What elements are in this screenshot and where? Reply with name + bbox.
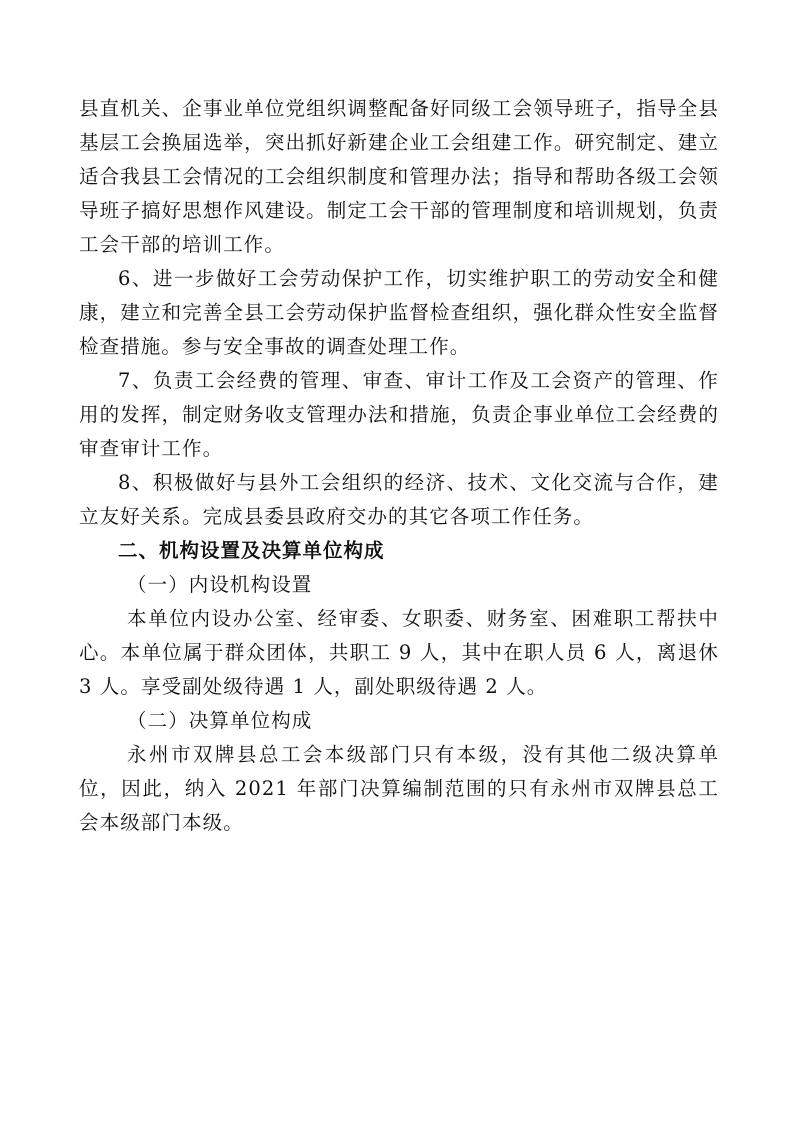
paragraph-item-6: 6、进一步做好工会劳动保护工作，切实维护职工的劳动安全和健康，建立和完善全县工会劳动保护监督检查组织，强化群众性安全监督检查措施。参与安全事故的调查处理工作。 bbox=[79, 267, 719, 358]
paragraph-item-8: 8、积极做好与县外工会组织的经济、技术、文化交流与合作，建立友好关系。完成县委县政府交办的其它各项工作任务。 bbox=[79, 471, 719, 528]
paragraph-budget-units: 永州市双牌县总工会本级部门只有本级，没有其他二级决算单位，因此，纳入 2021 年部门决算编制范围的只有永州市双牌县总工会本级部门本级。 bbox=[79, 743, 719, 834]
paragraph-internal-structure: 本单位内设办公室、经审委、女职委、财务室、困难职工帮扶中心。本单位属于群众团体，共职工 9 人，其中在职人员 6 人，离退休 3 人。享受副处级待遇 1 人，副处职级待遇 2 人。 bbox=[79, 607, 719, 698]
subsection-title-internal-structure: （一）内设机构设置 bbox=[127, 573, 313, 596]
paragraph-continued-duties: 县直机关、企事业单位党组织调整配备好同级工会领导班子，指导全县基层工会换届选举，突出抓好新建企业工会组建工作。研究制定、建立适合我县工会情况的工会组织制度和管理办法；指导和帮助各级工会领导班子搞好思想作风建设。制定工会干部的管理制度和培训规划，负责工会干部的培训工作。 bbox=[79, 97, 719, 256]
subsection-title-budget-units: （二）决算单位构成 bbox=[127, 709, 313, 732]
paragraph-item-7: 7、负责工会经费的管理、审查、审计工作及工会资产的管理、作用的发挥，制定财务收支管理办法和措施，负责企事业单位工会经费的审查审计工作。 bbox=[79, 369, 719, 460]
section-heading-institution: 二、机构设置及决算单位构成 bbox=[118, 539, 385, 562]
